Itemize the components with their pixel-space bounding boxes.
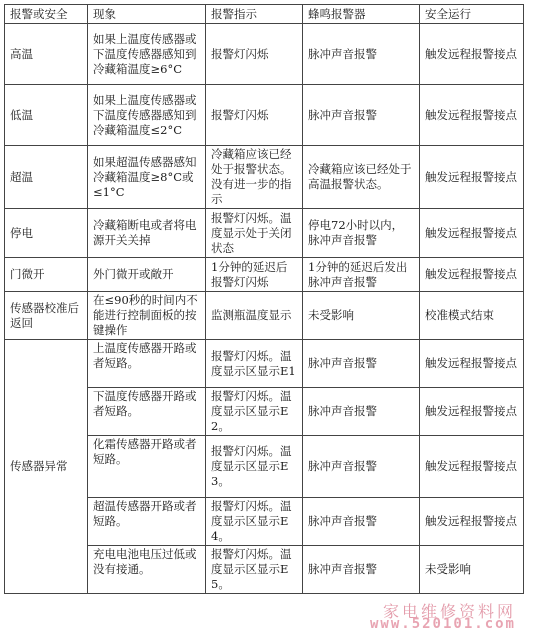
cell-buzzer: 停电72小时以内，脉冲声音报警 — [303, 209, 420, 258]
watermark — [316, 599, 516, 633]
watermark-url: www.520101.com — [369, 616, 516, 632]
cell-safety: 触发远程报警接点 — [420, 85, 524, 146]
cell-safety: 触发远程报警接点 — [420, 24, 524, 85]
cell-safety: 校准模式结束 — [420, 292, 524, 340]
cell-condition: 低温 — [5, 85, 88, 146]
cell-condition: 门微开 — [5, 258, 88, 292]
cell-indicator: 报警灯闪烁。温度显示区显示E3。 — [206, 436, 303, 498]
cell-indicator: 报警灯闪烁。温度显示区显示E5。 — [206, 546, 303, 594]
cell-indicator: 报警灯闪烁 — [206, 24, 303, 85]
cell-buzzer: 冷藏箱应该已经处于高温报警状态。 — [303, 146, 420, 209]
watermark-text: 家电维修资料网 — [382, 602, 516, 621]
table-row — [5, 24, 524, 85]
cell-indicator: 冷藏箱应该已经处于报警状态。没有进一步的指示 — [206, 146, 303, 209]
cell-condition: 传感器校准后返回 — [5, 292, 88, 340]
cell-buzzer: 未受影响 — [303, 292, 420, 340]
cell-indicator: 1分钟的延迟后报警灯闪烁 — [206, 258, 303, 292]
alarm-table — [4, 4, 524, 594]
cell-phenomenon: 在≤90秒的时间内不能进行控制面板的按键操作 — [88, 292, 206, 340]
cell-phenomenon: 充电电池电压过低或没有接通。 — [88, 546, 206, 594]
cell-safety: 触发远程报警接点 — [420, 436, 524, 498]
table-row — [5, 85, 524, 146]
header-buzzer: 蜂鸣报警器 — [303, 5, 420, 24]
cell-condition-sensor-fault: 传感器异常 — [5, 340, 88, 594]
cell-safety: 触发远程报警接点 — [420, 340, 524, 388]
cell-buzzer: 脉冲声音报警 — [303, 340, 420, 388]
cell-condition: 超温 — [5, 146, 88, 209]
cell-buzzer: 1分钟的延迟后发出脉冲声音报警 — [303, 258, 420, 292]
cell-safety: 触发远程报警接点 — [420, 498, 524, 546]
cell-phenomenon: 外门微开或敞开 — [88, 258, 206, 292]
cell-indicator: 报警灯闪烁。温度显示区显示E4。 — [206, 498, 303, 546]
cell-buzzer: 脉冲声音报警 — [303, 388, 420, 436]
cell-buzzer: 脉冲声音报警 — [303, 436, 420, 498]
cell-safety: 触发远程报警接点 — [420, 146, 524, 209]
cell-buzzer: 脉冲声音报警 — [303, 498, 420, 546]
cell-buzzer: 脉冲声音报警 — [303, 85, 420, 146]
cell-safety: 触发远程报警接点 — [420, 388, 524, 436]
cell-condition: 停电 — [5, 209, 88, 258]
table-row — [5, 340, 524, 388]
cell-indicator: 报警灯闪烁 — [206, 85, 303, 146]
cell-buzzer: 脉冲声音报警 — [303, 24, 420, 85]
cell-indicator: 报警灯闪烁。温度显示区显示E2。 — [206, 388, 303, 436]
header-safety: 安全运行 — [420, 5, 524, 24]
cell-indicator: 报警灯闪烁。温度显示区显示E1 — [206, 340, 303, 388]
cell-phenomenon: 如果上温度传感器或下温度传感器感知到冷藏箱温度≥6°C — [88, 24, 206, 85]
header-row — [5, 5, 524, 24]
cell-indicator: 报警灯闪烁。温度显示处于关闭状态 — [206, 209, 303, 258]
cell-phenomenon: 下温度传感器开路或者短路。 — [88, 388, 206, 436]
header-condition: 报警或安全 — [5, 5, 88, 24]
cell-phenomenon: 上温度传感器开路或者短路。 — [88, 340, 206, 388]
cell-condition: 高温 — [5, 24, 88, 85]
table-row — [5, 292, 524, 340]
cell-phenomenon: 冷藏箱断电或者将电源开关关掉 — [88, 209, 206, 258]
cell-indicator: 监测瓶温度显示 — [206, 292, 303, 340]
cell-buzzer: 脉冲声音报警 — [303, 546, 420, 594]
cell-phenomenon: 如果上温度传感器或下温度传感器感知到冷藏箱温度≤2°C — [88, 85, 206, 146]
cell-safety: 触发远程报警接点 — [420, 258, 524, 292]
cell-safety: 触发远程报警接点 — [420, 209, 524, 258]
header-phenomenon: 现象 — [88, 5, 206, 24]
cell-phenomenon: 化霜传感器开路或者短路。 — [88, 436, 206, 498]
header-indicator: 报警指示 — [206, 5, 303, 24]
table-row — [5, 146, 524, 209]
cell-phenomenon: 如果超温传感器感知冷藏箱温度≥8°C或≤1°C — [88, 146, 206, 209]
cell-phenomenon: 超温传感器开路或者短路。 — [88, 498, 206, 546]
table-row — [5, 209, 524, 258]
table-row — [5, 258, 524, 292]
cell-safety: 未受影响 — [420, 546, 524, 594]
